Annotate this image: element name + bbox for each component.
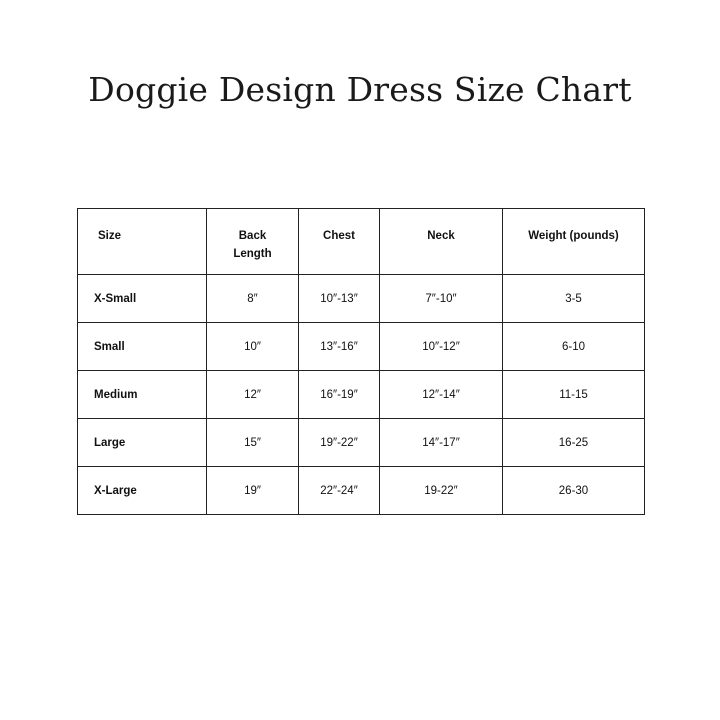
weight-cell: 6-10 bbox=[503, 323, 645, 371]
header-chest: Chest bbox=[299, 209, 380, 275]
size-cell: X-Small bbox=[78, 275, 207, 323]
back-length-cell: 8″ bbox=[207, 275, 299, 323]
header-size: Size bbox=[78, 209, 207, 275]
chest-cell: 19″-22″ bbox=[299, 419, 380, 467]
back-length-cell: 15″ bbox=[207, 419, 299, 467]
neck-cell: 14″-17″ bbox=[380, 419, 503, 467]
chest-cell: 10″-13″ bbox=[299, 275, 380, 323]
chart-title: Doggie Design Dress Size Chart bbox=[88, 70, 632, 109]
table-row bbox=[78, 419, 645, 467]
size-cell: X-Large bbox=[78, 467, 207, 515]
header-back-length-label: Back Length bbox=[233, 230, 272, 260]
size-cell: Large bbox=[78, 419, 207, 467]
back-length-cell: 19″ bbox=[207, 467, 299, 515]
chest-cell: 22″-24″ bbox=[299, 467, 380, 515]
neck-cell: 12″-14″ bbox=[380, 371, 503, 419]
header-weight: Weight (pounds) bbox=[503, 209, 645, 275]
header-back-length bbox=[207, 209, 299, 275]
header-neck: Neck bbox=[380, 209, 503, 275]
weight-cell: 3-5 bbox=[503, 275, 645, 323]
table-row bbox=[78, 371, 645, 419]
weight-cell: 26-30 bbox=[503, 467, 645, 515]
back-length-cell: 10″ bbox=[207, 323, 299, 371]
table-row bbox=[78, 323, 645, 371]
neck-cell: 7″-10″ bbox=[380, 275, 503, 323]
back-length-cell: 12″ bbox=[207, 371, 299, 419]
table-row bbox=[78, 467, 645, 515]
chest-cell: 16″-19″ bbox=[299, 371, 380, 419]
weight-cell: 16-25 bbox=[503, 419, 645, 467]
neck-cell: 19-22″ bbox=[380, 467, 503, 515]
size-cell: Medium bbox=[78, 371, 207, 419]
size-cell: Small bbox=[78, 323, 207, 371]
table-row bbox=[78, 275, 645, 323]
header-row bbox=[78, 209, 645, 275]
size-chart-table bbox=[77, 208, 645, 515]
neck-cell: 10″-12″ bbox=[380, 323, 503, 371]
chest-cell: 13″-16″ bbox=[299, 323, 380, 371]
weight-cell: 11-15 bbox=[503, 371, 645, 419]
